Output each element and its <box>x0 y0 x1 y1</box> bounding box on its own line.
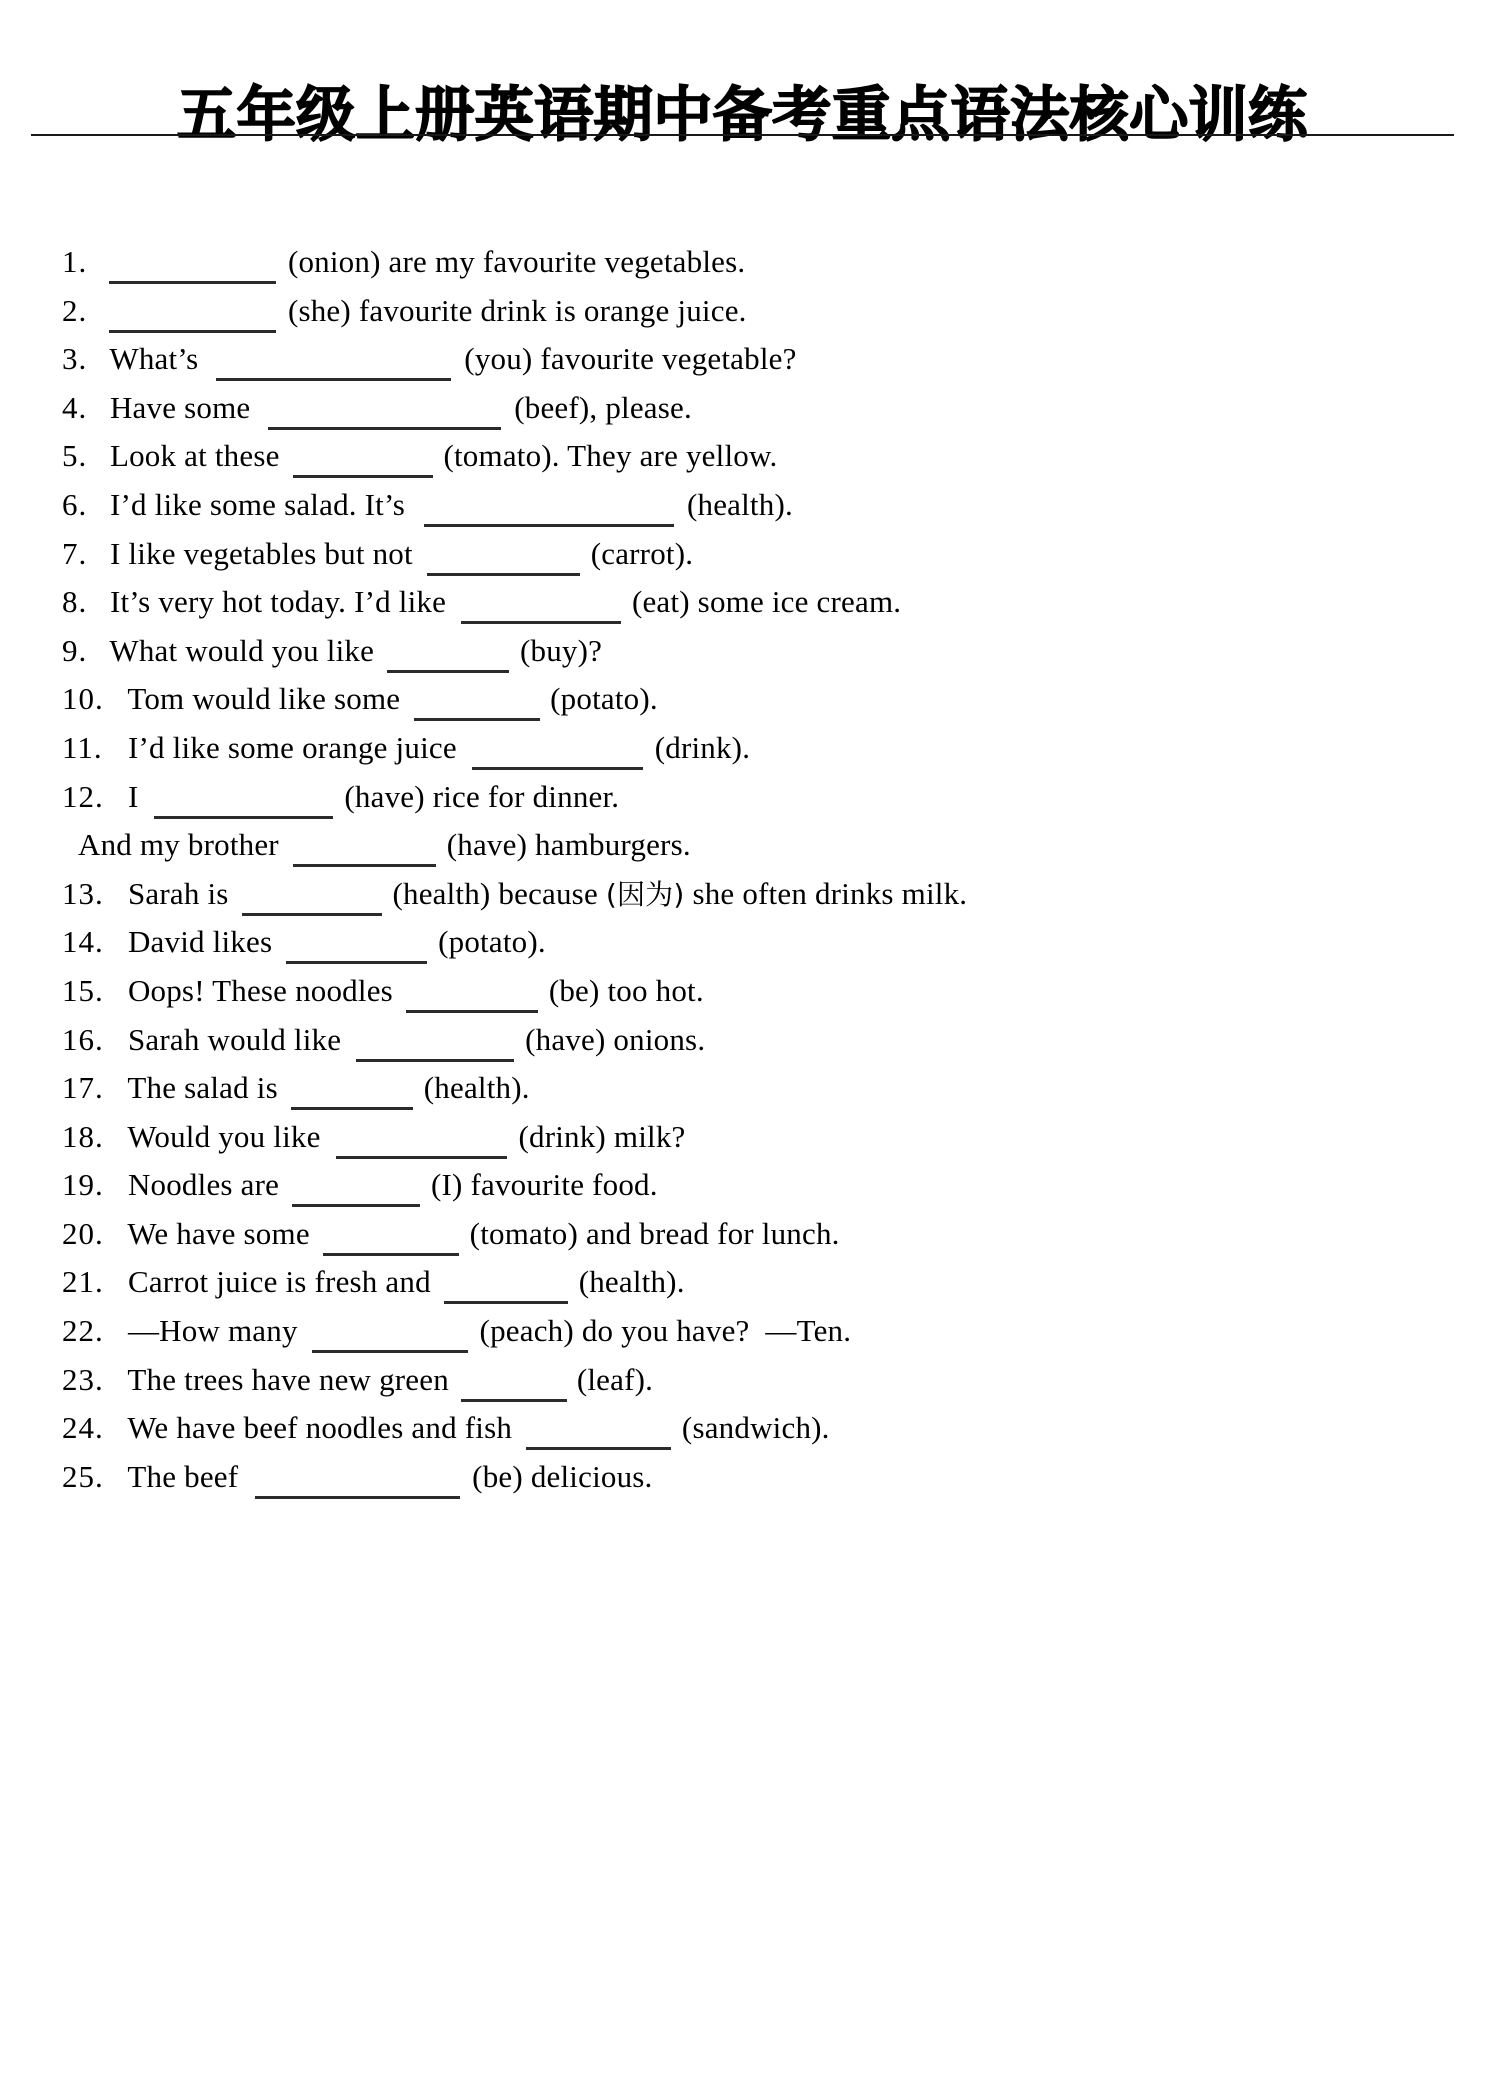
sentence-text: (sandwich). <box>673 1410 830 1446</box>
sentence-text: (potato). <box>430 924 546 960</box>
sentence-text: And my brother <box>78 827 287 863</box>
exercise-row <box>62 287 1452 336</box>
answer-blank[interactable] <box>206 338 456 369</box>
answer-blank[interactable] <box>286 1067 416 1098</box>
answer-blank[interactable] <box>146 776 336 807</box>
exercise-number: 24. <box>62 1410 104 1446</box>
sentence-text: I’d like some salad. It’s <box>102 486 414 522</box>
exercise-number: 16. <box>62 1021 104 1057</box>
answer-blank[interactable] <box>246 1456 464 1487</box>
answer-blank[interactable] <box>287 1164 423 1195</box>
answer-blank[interactable] <box>349 1019 517 1050</box>
sentence-text: (health) because <box>384 875 606 911</box>
exercise-number: 17. <box>62 1070 104 1106</box>
title-block <box>0 80 1485 149</box>
exercise-number: 14. <box>62 924 104 960</box>
exercise-number: 20. <box>62 1215 104 1251</box>
answer-blank[interactable] <box>520 1407 674 1438</box>
sentence-text: The beef <box>120 1458 247 1494</box>
sentence-text: Sarah would like <box>120 1021 350 1057</box>
exercise-row <box>62 530 1452 579</box>
exercise-number: 13. <box>62 875 104 911</box>
sentence-text: We have some <box>120 1215 318 1251</box>
sentence-text: Noodles are <box>120 1167 288 1203</box>
exercise-number: 6. <box>62 486 88 522</box>
exercise-row <box>62 1161 1452 1210</box>
sentence-text: (tomato). They are yellow. <box>435 438 778 474</box>
sentence-text: David likes <box>120 924 281 960</box>
sentence-text: (health). <box>679 486 793 522</box>
answer-blank[interactable] <box>457 1359 569 1390</box>
sentence-text: What would you like <box>102 632 383 668</box>
exercise-row <box>62 918 1452 967</box>
sentence-text: Sarah is <box>120 875 237 911</box>
sentence-text: (carrot). <box>582 535 694 571</box>
sentence-text: (tomato) and bread for lunch. <box>461 1215 840 1251</box>
answer-blank[interactable] <box>102 241 280 272</box>
exercise-row <box>62 1258 1452 1307</box>
exercise-number: 3. <box>62 341 88 377</box>
sentence-text: (you) favourite vegetable? <box>456 341 797 377</box>
sentence-text: (have) rice for dinner. <box>336 778 620 814</box>
answer-blank[interactable] <box>287 824 439 855</box>
exercise-number: 9. <box>62 632 88 668</box>
sentence-text: Carrot juice is fresh and <box>120 1264 439 1300</box>
exercise-row <box>62 578 1452 627</box>
sentence-text: (leaf). <box>568 1361 654 1397</box>
sentence-text: (be) delicious. <box>464 1458 653 1494</box>
exercise-continuation-row <box>62 821 1452 870</box>
exercise-row <box>62 1356 1452 1405</box>
answer-blank[interactable] <box>421 533 583 564</box>
exercise-number: 22. <box>62 1313 104 1349</box>
sentence-text: We have beef noodles and fish <box>120 1410 520 1446</box>
exercise-row <box>62 1016 1452 1065</box>
sentence-text: Oops! These noodles <box>120 972 401 1008</box>
exercise-number: 25. <box>62 1458 104 1494</box>
answer-blank[interactable] <box>413 484 679 515</box>
exercise-number: 11. <box>62 729 103 765</box>
exercise-row <box>62 870 1452 919</box>
sentence-text: (be) too hot. <box>540 972 704 1008</box>
answer-blank[interactable] <box>306 1310 472 1341</box>
sentence-text: (onion) are my favourite vegetables. <box>280 244 746 279</box>
exercise-row <box>62 1113 1452 1162</box>
exercise-row <box>62 1210 1452 1259</box>
answer-blank[interactable] <box>258 387 506 418</box>
sentence-text: The trees have new green <box>120 1361 457 1397</box>
exercise-list <box>62 238 1452 1501</box>
sentence-text: What’s <box>102 341 207 377</box>
answer-blank[interactable] <box>329 1116 511 1147</box>
exercise-row <box>62 238 1452 287</box>
answer-blank[interactable] <box>465 727 647 758</box>
exercise-number: 12. <box>62 778 104 814</box>
sentence-text: (drink) milk? <box>510 1118 686 1154</box>
exercise-number: 8. <box>62 584 88 620</box>
exercise-row <box>62 335 1452 384</box>
page-title: 五年级上册英语期中备考重点语法核心训练 <box>177 80 1308 149</box>
exercise-number: 21. <box>62 1264 104 1300</box>
sentence-text: I’d like some orange juice <box>120 729 465 765</box>
sentence-text: (she) favourite drink is orange juice. <box>280 292 747 328</box>
exercise-row <box>62 481 1452 530</box>
sentence-text: The salad is <box>120 1070 286 1106</box>
sentence-text: It’s very hot today. I’d like <box>102 584 454 620</box>
exercise-row <box>62 1307 1452 1356</box>
exercise-number: 10. <box>62 681 104 717</box>
answer-blank[interactable] <box>237 873 385 904</box>
sentence-text: Would you like <box>120 1118 329 1154</box>
exercise-row <box>62 1453 1452 1502</box>
exercise-row <box>62 432 1452 481</box>
answer-blank[interactable] <box>288 435 436 466</box>
answer-blank[interactable] <box>318 1213 462 1244</box>
exercise-row <box>62 1404 1452 1453</box>
sentence-text: (buy)? <box>512 632 603 668</box>
sentence-text: (health). <box>415 1070 530 1106</box>
sentence-text: (health). <box>570 1264 685 1300</box>
sentence-text: Have some <box>102 389 259 425</box>
sentence-text: I like vegetables but not <box>102 535 421 571</box>
sentence-text: (eat) some ice cream. <box>624 584 902 620</box>
exercise-number: 2. <box>62 292 88 328</box>
sentence-text: (drink). <box>646 729 751 765</box>
exercise-row <box>62 967 1452 1016</box>
answer-blank[interactable] <box>382 630 512 661</box>
sentence-text: (have) onions. <box>517 1021 706 1057</box>
exercise-row <box>62 724 1452 773</box>
exercise-number: 18. <box>62 1118 104 1154</box>
sentence-text: she often drinks milk. <box>684 875 968 911</box>
exercise-number: 4. <box>62 389 88 425</box>
exercise-number: 23. <box>62 1361 104 1397</box>
exercise-number: 19. <box>62 1167 104 1203</box>
sentence-text: Look at these <box>102 438 288 474</box>
answer-blank[interactable] <box>408 678 542 709</box>
chinese-gloss: (因为) <box>605 877 685 911</box>
exercise-number: 15. <box>62 972 104 1008</box>
sentence-text: Tom would like some <box>120 681 409 717</box>
sentence-text: (I) favourite food. <box>423 1167 658 1203</box>
answer-blank[interactable] <box>454 581 624 612</box>
answer-blank[interactable] <box>401 970 541 1001</box>
exercise-number: 7. <box>62 535 88 571</box>
exercise-row <box>62 675 1452 724</box>
sentence-text: I <box>120 778 147 814</box>
answer-blank[interactable] <box>102 290 280 321</box>
exercise-row <box>62 773 1452 822</box>
exercise-number: 1. <box>62 244 88 279</box>
sentence-text: (beef), please. <box>506 389 692 425</box>
exercise-row <box>62 627 1452 676</box>
exercise-number: 5. <box>62 438 88 474</box>
sentence-text: (potato). <box>542 681 658 717</box>
answer-blank[interactable] <box>280 921 430 952</box>
answer-blank[interactable] <box>439 1261 571 1292</box>
sentence-text: (have) hamburgers. <box>438 827 691 863</box>
title-divider <box>31 134 1454 136</box>
sentence-text: —How many <box>120 1313 306 1349</box>
exercise-row <box>62 1064 1452 1113</box>
exercise-row <box>62 384 1452 433</box>
sentence-text: (peach) do you have? —Ten. <box>471 1313 852 1349</box>
